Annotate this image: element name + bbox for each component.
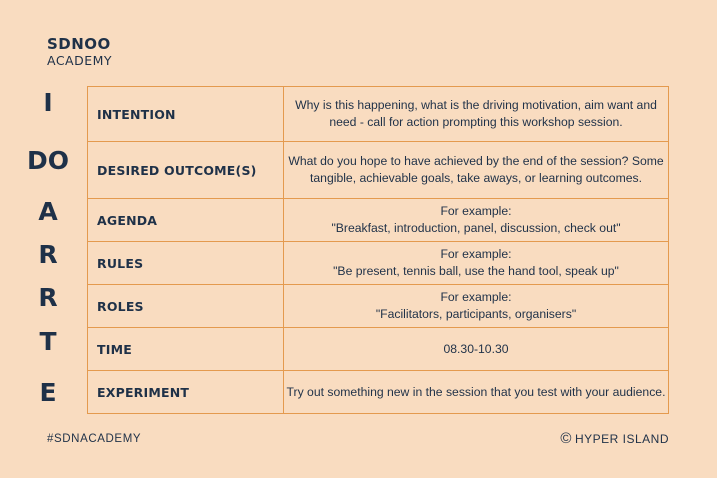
row-key: DESIRED OUTCOME(S) (88, 142, 284, 199)
logo-wordmark: SDNOO (47, 35, 111, 53)
acronym-letter-r1: R (38, 240, 58, 269)
row-value-line: 08.30-10.30 (443, 341, 509, 356)
row-key: TIME (88, 328, 284, 371)
row-key: RULES (88, 242, 284, 285)
row-value-line: Why is this happening, what is the driving motivation, aim want and (295, 98, 657, 112)
acronym-column (20, 88, 76, 413)
acronym-letter-t: T (39, 327, 57, 356)
row-key: EXPERIMENT (88, 371, 284, 414)
row-value-line: "Breakfast, introduction, panel, discussion, check out" (331, 221, 621, 235)
row-value (284, 142, 669, 199)
row-value-line: For example: (440, 290, 512, 304)
row-key: INTENTION (88, 87, 284, 142)
copyright-circle-icon: © (560, 430, 572, 447)
row-value (284, 242, 669, 285)
table-row (88, 87, 669, 142)
table-row (88, 371, 669, 414)
row-value-line: need - call for action prompting this workshop session. (329, 115, 623, 129)
row-value-line: What do you hope to have achieved by the end of the session? Some (288, 154, 664, 168)
table-row (88, 285, 669, 328)
hyper-island-brand (560, 432, 669, 446)
table-row (88, 199, 669, 242)
row-value (284, 328, 669, 371)
row-value-line: For example: (440, 247, 512, 261)
hashtag-label: #SDNACADEMY (47, 433, 142, 445)
row-value-line: Try out something new in the session that you test with your audience. (286, 384, 666, 399)
row-value (284, 87, 669, 142)
row-value (284, 199, 669, 242)
table-row (88, 142, 669, 199)
row-value-line: "Be present, tennis ball, use the hand tool, speak up" (333, 264, 619, 278)
logo-subtitle: ACADEMY (47, 53, 113, 68)
row-value-line: For example: (440, 204, 512, 218)
row-value (284, 371, 669, 414)
row-key: AGENDA (88, 199, 284, 242)
idoarrte-table (87, 86, 669, 414)
acronym-letter-e: E (39, 378, 57, 407)
row-value-line: tangible, achievable goals, take aways, or learning outcomes. (310, 171, 642, 185)
acronym-letter-do: DO (26, 146, 69, 175)
table-row (88, 242, 669, 285)
brand-label: HYPER ISLAND (574, 432, 669, 446)
table-row (88, 328, 669, 371)
sdn-academy-logo (47, 36, 112, 68)
acronym-letter-a: A (38, 197, 58, 226)
acronym-letter-i: I (43, 88, 53, 117)
row-key: ROLES (88, 285, 284, 328)
row-value-line: "Facilitators, participants, organisers" (375, 307, 577, 321)
row-value (284, 285, 669, 328)
acronym-letter-r2: R (38, 283, 58, 312)
